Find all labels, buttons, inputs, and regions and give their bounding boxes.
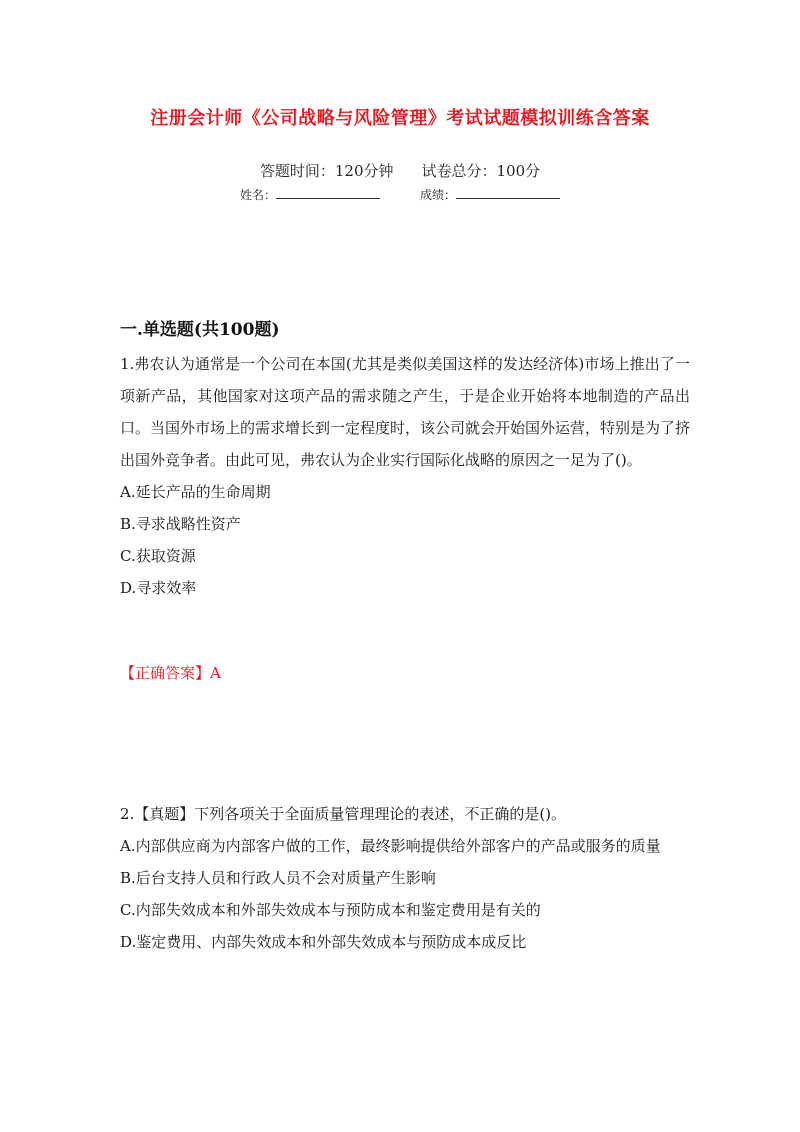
exam-time: 答题时间：120分钟 [259, 162, 394, 180]
option-b: B.后台支持人员和行政人员不会对质量产生影响 [120, 869, 436, 887]
question-1 [120, 348, 690, 604]
score-label: 成绩： [420, 188, 457, 202]
option-c: C.内部失效成本和外部失效成本与预防成本和鉴定费用是有关的 [120, 901, 541, 919]
document-title: 注册会计师《公司战略与风险管理》考试试题模拟训练含答案 [150, 108, 650, 129]
name-blank [276, 186, 380, 199]
option-a: A.延长产品的生命周期 [120, 483, 271, 501]
question-stem: 2.【真题】下列各项关于全面质量管理理论的表述，不正确的是()。 [120, 805, 567, 823]
correct-answer: 【正确答案】A [120, 664, 221, 682]
name-score-line [0, 186, 800, 203]
name-label: 姓名： [239, 188, 276, 202]
exam-info [0, 160, 800, 181]
option-d: D.寻求效率 [120, 579, 197, 597]
option-b: B.寻求战略性资产 [120, 515, 241, 533]
option-d: D.鉴定费用、内部失效成本和外部失效成本与预防成本成反比 [120, 933, 527, 951]
option-a: A.内部供应商为内部客户做的工作，最终影响提供给外部客户的产品或服务的质量 [120, 837, 661, 855]
question-2 [120, 798, 690, 958]
score-blank [456, 186, 560, 199]
option-c: C.获取资源 [120, 547, 196, 565]
total-score: 试卷总分：100分 [421, 162, 541, 180]
section-heading: 一.单选题(共100题) [120, 320, 280, 340]
question-stem: 1.弗农认为通常是一个公司在本国(尤其是类似美国这样的发达经济体)市场上推出了一项新产品，其他国家对这项产品的需求随之产生，于是企业开始将本地制造的产品出口。当国外市场上的需求增长到一定程度时，该公司就会开始国外运营，特别是为了挤出国外竞争者。由此可见，弗农认为企业实行国际化战略的原因之一足为了()。 [120, 355, 691, 469]
